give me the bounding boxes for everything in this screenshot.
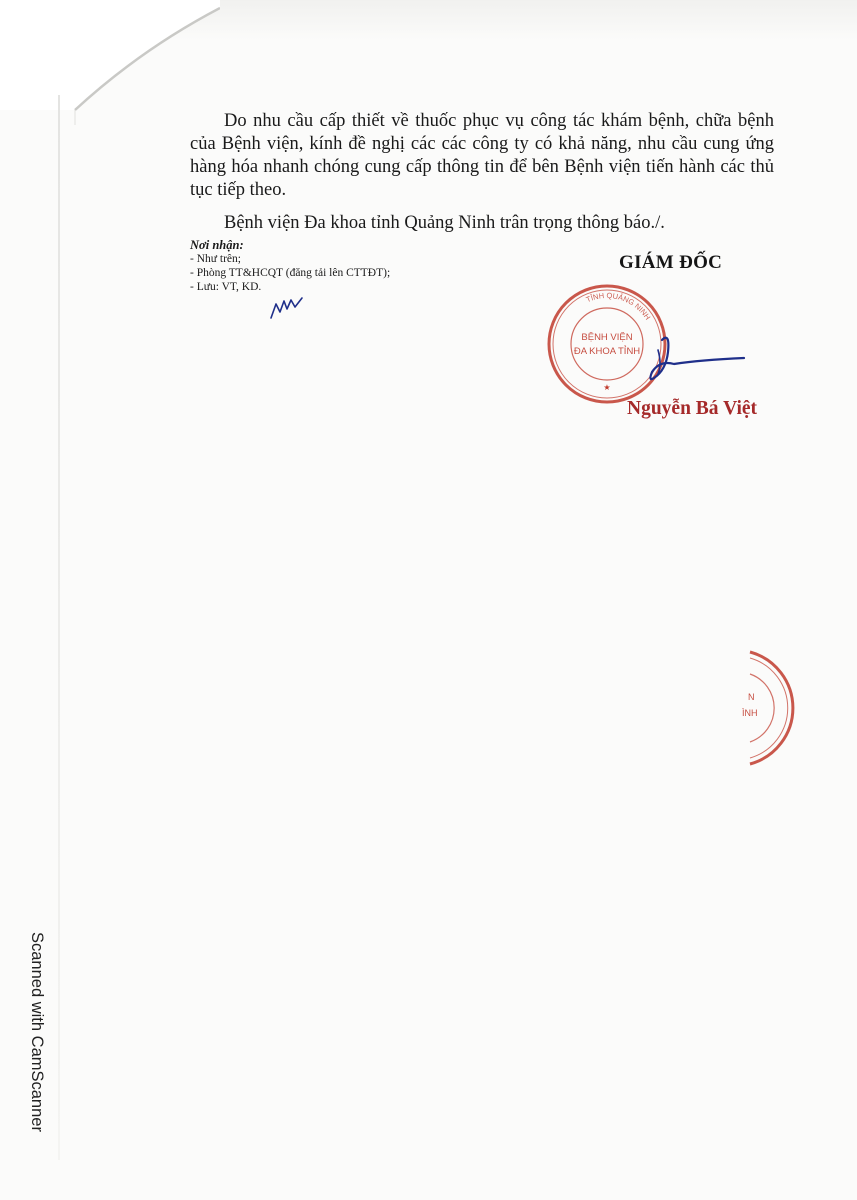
initials-signature (268, 292, 308, 322)
recipients-heading: Nơi nhận: (190, 238, 244, 252)
recipient-item: - Như trên; (190, 253, 241, 265)
scanner-watermark: Scanned with CamScanner (28, 932, 46, 1132)
seal-star-icon: ★ (603, 383, 611, 392)
svg-text:ÌNH: ÌNH (742, 708, 758, 718)
page-left-edge (58, 95, 60, 1160)
svg-text:N: N (748, 692, 755, 702)
seal-ring-text: TỈNH QUẢNG NINH (584, 290, 653, 322)
svg-text:TỈNH QUẢNG NINH (585, 291, 653, 322)
body-paragraph-request: Do nhu cầu cấp thiết về thuốc phục vụ công tác khám bệnh, chữa bệnh của Bệnh viện, kính đề nghị các các công ty có khả năng, nhu cầu cung ứng hàng hóa nhanh chóng cung cấp thông tin để bên Bệnh viện tiến hành các thủ tục tiếp theo. (190, 111, 774, 200)
recipient-item: - Phòng TT&HCQT (đăng tải lên CTTĐT); (190, 267, 391, 279)
director-signature (640, 330, 750, 400)
body-paragraph-closing: Bệnh viện Đa khoa tỉnh Quảng Ninh trân trọng thông báo./. (224, 213, 665, 233)
recipient-item: - Lưu: VT, KD. (190, 281, 262, 293)
signatory-title: GIÁM ĐỐC (619, 252, 723, 273)
signatory-name: Nguyễn Bá Việt (627, 398, 758, 419)
recipients-block (190, 238, 490, 294)
seal-center-line-2: ĐA KHOA TỈNH (573, 346, 641, 357)
partial-seal-stamp (720, 648, 802, 768)
page-corner-fold (0, 0, 220, 130)
seal-center-line-1: BỆNH VIỆN (581, 332, 633, 343)
